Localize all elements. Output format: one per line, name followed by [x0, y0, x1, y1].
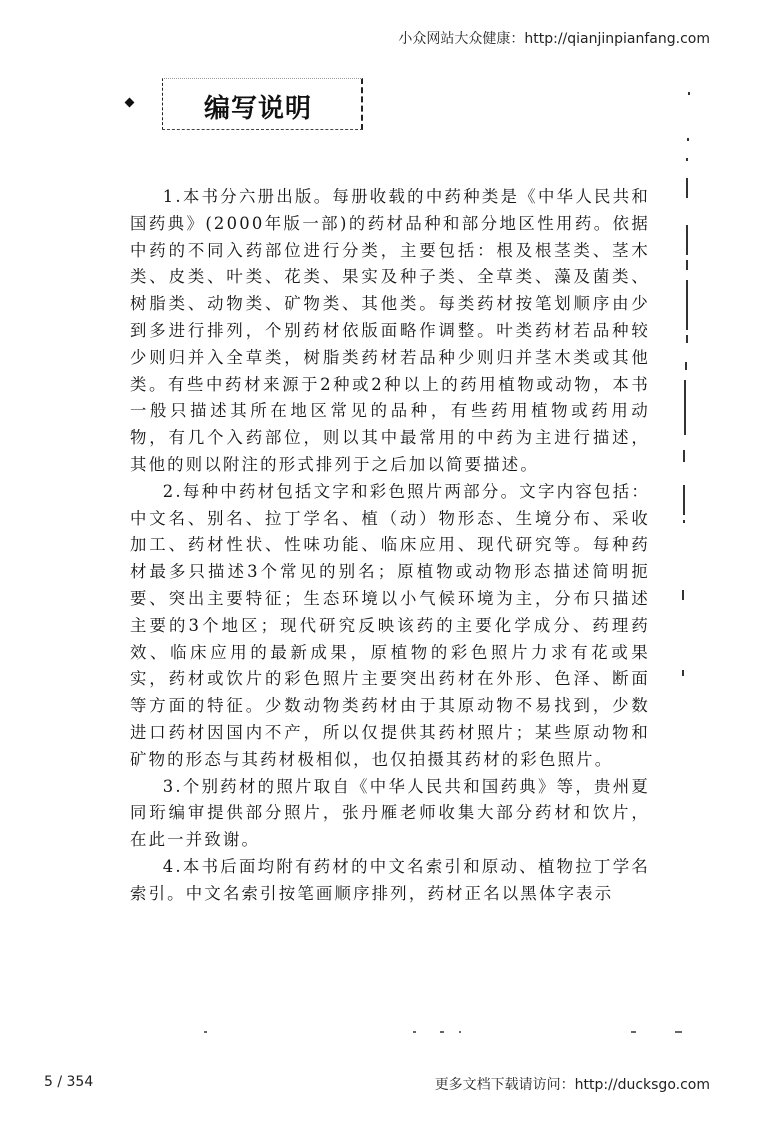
paragraph-3: 3.个别药材的照片取自《中华人民共和国药典》等，贵州夏同珩编审提供部分照片，张丹雁老师收集大部分药材和饮片，在此一并致谢。 — [130, 776, 650, 850]
scan-noise — [413, 1031, 416, 1033]
paragraph-4: 4.本书后面均附有药材的中文名索引和原动、植物拉丁学名索引。中文名索引按笔画顺序排列，药材正名以黑体字表示 — [130, 856, 650, 903]
bullet-icon — [125, 98, 135, 108]
scan-noise — [675, 1031, 682, 1033]
scan-edge-marks — [686, 90, 690, 1040]
section-title-block — [126, 74, 366, 134]
header-site-link[interactable]: 小众网站大众健康：http://qianjinpianfang.com — [398, 31, 710, 47]
paragraph-1: 1.本书分六册出版。每册收载的中药种类是《中华人民共和国药典》(2000年版一部)的药材品种和部分地区性用药。依据中药的不同入药部位进行分类，主要包括：根及根茎类、茎木类、皮类、叶类、花类、果实及种子类、全草类、藻及菌类、树脂类、动物类、矿物类、其他类。每类药材按笔划顺序由少到多进行排列，个别药材依版面略作调整。叶类药材若品种较少则归并入全草类，树脂类药材若品种少则归并茎木类或其他类。有些中药材来源于2种或2种以上的药用植物或动物，本书一般只描述其所在地区常见的品种，有些药用植物或药用动物，有几个入药部位，则以其中最常用的中药为主进行描述，其他的则以附注的形式排列于之后加以简要描述。 — [130, 187, 650, 474]
scan-noise — [440, 1031, 444, 1033]
scan-noise — [459, 1031, 461, 1033]
scan-noise — [204, 1031, 207, 1033]
page-indicator: 5 / 354 — [44, 1074, 94, 1090]
page-title: 编写说明 — [204, 94, 313, 124]
scan-noise — [631, 1031, 636, 1033]
footer-download-link[interactable]: 更多文档下载请访问：http://ducksgo.com — [434, 1077, 710, 1093]
paragraph-2: 2.每种中药材包括文字和彩色照片两部分。文字内容包括：中文名、别名、拉丁学名、植（动）物形态、生境分布、采收加工、药材性状、性味功能、临床应用、现代研究等。每种药材最多只描述3个常见的别名；原植物或动物形态描述简明扼要、突出主要特征；生态环境以小气候环境为主，分布只描述主要的3个地区；现代研究反映该药的主要化学成分、药理药效、临床应用的最新成果，原植物的彩色照片力求有花或果实，药材或饮片的彩色照片主要突出药材在外形、色泽、断面等方面的特征。少数动物类药材由于其原动物不易找到，少数进口药材因国内不产，所以仅提供其药材照片；某些原动物和矿物的形态与其药材极相似，也仅拍摄其药材的彩色照片。 — [130, 481, 650, 769]
document-body — [130, 184, 650, 908]
